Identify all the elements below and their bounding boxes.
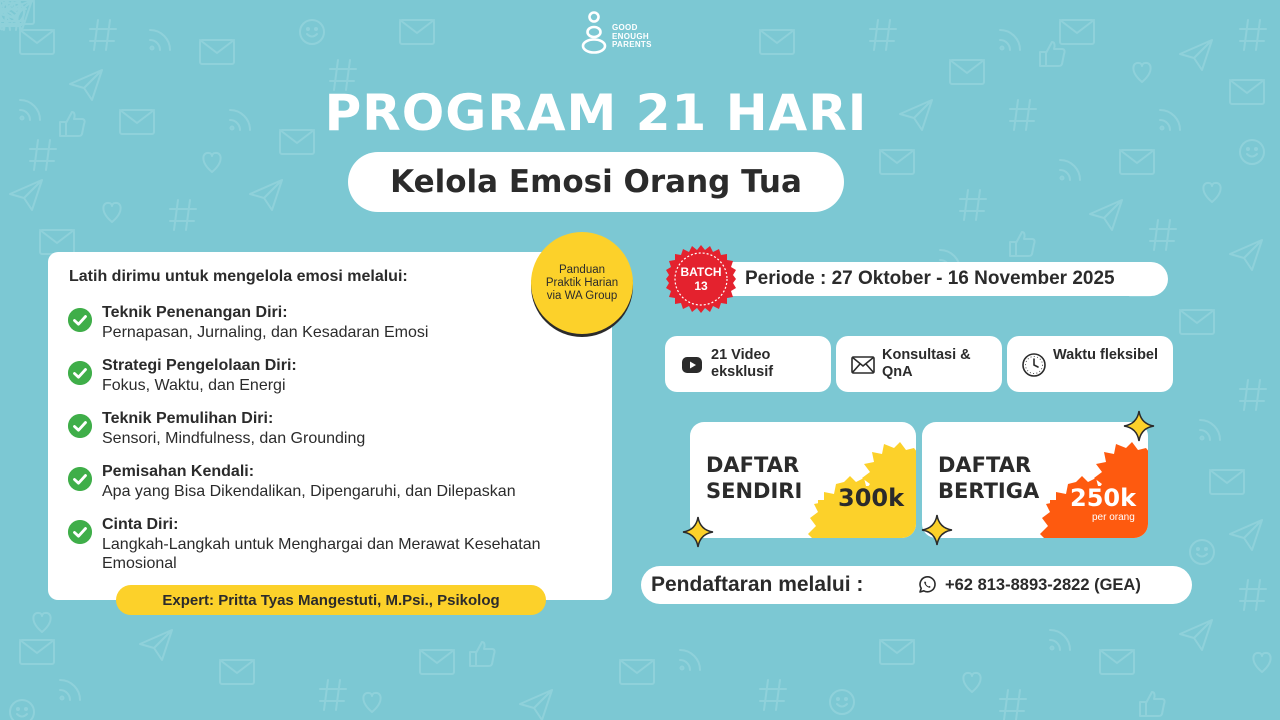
check-circle-icon: [68, 361, 92, 385]
curriculum-intro: Latih dirimu untuk mengelola emosi melalui:: [69, 268, 408, 285]
guide-badge-line-3: via WA Group: [546, 289, 618, 302]
logo-text-line-2: ENOUGH: [612, 31, 649, 41]
price-group-value: 250k: [1070, 484, 1137, 512]
curriculum-item-title: Teknik Penenangan Diri:: [102, 304, 288, 321]
guide-badge-line-1: Panduan: [558, 263, 606, 276]
price-title-line-1: DAFTAR: [706, 453, 800, 477]
curriculum-item-desc: Langkah-Langkah untuk Menghargai dan Merawat Kesehatan Emosional: [102, 536, 541, 572]
clock-icon: [1021, 352, 1047, 378]
curriculum-item-desc: Pernapasan, Jurnaling, dan Kesadaran Emosi: [102, 324, 429, 341]
guide-badge-line-2: Praktik Harian: [545, 276, 619, 289]
curriculum-item-desc: Apa yang Bisa Dikendalikan, Dipengaruhi, dan Dilepaskan: [102, 483, 516, 500]
video-icon: [679, 352, 705, 378]
feature-label: 21 Video eksklusif: [711, 347, 774, 380]
price-title-line-1: DAFTAR: [938, 453, 1032, 477]
check-circle-icon: [68, 520, 92, 544]
price-card-single[interactable]: [690, 422, 916, 538]
curriculum-item-desc: Fokus, Waktu, dan Energi: [102, 377, 286, 394]
price-card-group[interactable]: [922, 422, 1148, 538]
curriculum-item-title: Teknik Pemulihan Diri:: [102, 410, 274, 427]
registration-phone[interactable]: +62 813-8893-2822 (GEA): [945, 576, 1141, 594]
daily-guide-badge: [531, 232, 633, 334]
price-card-title: [938, 452, 1039, 504]
price-single-value: 300k: [838, 484, 905, 512]
feature-card-flexible-time: [1007, 336, 1173, 392]
price-title-line-2: SENDIRI: [706, 479, 803, 503]
price-title-line-2: BERTIGA: [938, 479, 1040, 503]
feature-label: Waktu fleksibel: [1053, 347, 1159, 363]
mail-icon: [850, 352, 876, 378]
period-text: Periode : 27 Oktober - 16 November 2025: [745, 268, 1115, 289]
sparkle-icon: [1123, 410, 1155, 442]
feature-card-consultation: [836, 336, 1002, 392]
price-card-title: [706, 452, 802, 504]
logo-text-line-1: GOOD: [612, 23, 638, 32]
registration-label: Pendaftaran melalui :: [651, 573, 864, 596]
curriculum-item-title: Pemisahan Kendali:: [102, 463, 255, 480]
check-circle-icon: [68, 414, 92, 438]
figure-logo-icon: [578, 10, 610, 54]
batch-number: 13: [694, 279, 708, 293]
logo-text-line-3: PARENTS: [612, 40, 652, 49]
brand-logo: [578, 10, 668, 56]
program-title: PROGRAM 21 HARI: [324, 84, 868, 142]
curriculum-item-title: Cinta Diri:: [102, 516, 179, 533]
check-circle-icon: [68, 308, 92, 332]
curriculum-card: [48, 252, 612, 600]
curriculum-item-title: Strategi Pengelolaan Diri:: [102, 357, 297, 374]
whatsapp-icon: [917, 575, 937, 595]
program-subtitle-pill: [348, 152, 844, 212]
feature-card-video: [665, 336, 831, 392]
batch-badge: [666, 244, 736, 314]
program-subtitle: Kelola Emosi Orang Tua: [390, 164, 802, 200]
sparkle-icon: [921, 514, 953, 546]
batch-label: BATCH: [680, 265, 722, 279]
expert-pill: [116, 585, 546, 615]
price-group-note: per orang: [1092, 512, 1135, 523]
feature-label: Konsultasi & QnA: [882, 347, 971, 380]
expert-name: Expert: Pritta Tyas Mangestuti, M.Psi., Psikolog: [162, 591, 500, 609]
period-pill: [700, 262, 1168, 296]
check-circle-icon: [68, 467, 92, 491]
sparkle-icon: [682, 516, 714, 548]
curriculum-item-desc: Sensori, Mindfulness, dan Grounding: [102, 430, 366, 447]
registration-pill[interactable]: [641, 566, 1192, 604]
